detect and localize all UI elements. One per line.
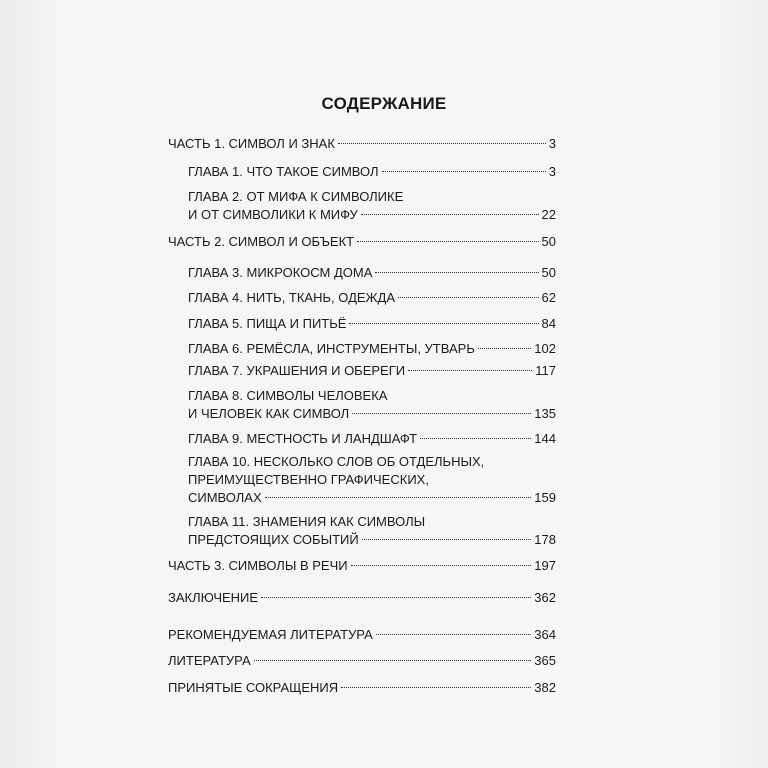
toc-entry bbox=[188, 453, 556, 507]
toc-entry-line bbox=[188, 264, 556, 282]
dot-leader bbox=[357, 241, 538, 242]
toc-entry bbox=[188, 513, 556, 549]
toc-entry-line bbox=[168, 135, 556, 153]
toc-entry-line bbox=[188, 206, 556, 224]
toc-entry bbox=[168, 557, 556, 575]
toc-entry bbox=[168, 626, 556, 644]
dot-leader bbox=[265, 497, 532, 498]
toc-entry-line bbox=[168, 679, 556, 697]
toc-entry bbox=[188, 289, 556, 307]
toc-entry-title: ПРИНЯТЫЕ СОКРАЩЕНИЯ bbox=[168, 680, 339, 695]
toc-entry-title: ЧАСТЬ 3. СИМВОЛЫ В РЕЧИ bbox=[168, 558, 348, 573]
toc-entry-title: ЧАСТЬ 1. СИМВОЛ И ЗНАК bbox=[168, 136, 335, 151]
toc-page-number: 135 bbox=[534, 406, 556, 421]
toc-entry bbox=[188, 315, 556, 333]
toc-entry-line bbox=[188, 163, 556, 181]
toc-page-number: 50 bbox=[541, 234, 556, 249]
dot-leader bbox=[261, 597, 531, 598]
toc-entry-title-line: ГЛАВА 11. ЗНАМЕНИЯ КАК СИМВОЛЫ bbox=[188, 514, 426, 529]
toc-page-number: 144 bbox=[534, 431, 556, 446]
toc-page-number: 62 bbox=[541, 290, 556, 305]
toc-entry-title: ЗАКЛЮЧЕНИЕ bbox=[168, 590, 259, 605]
toc-entry bbox=[188, 387, 556, 423]
toc-entry bbox=[188, 340, 556, 358]
toc-page-number: 102 bbox=[534, 341, 556, 356]
toc-entry bbox=[168, 589, 556, 607]
toc-entry-line bbox=[188, 315, 556, 333]
dot-leader bbox=[254, 660, 532, 661]
toc-entry-title: СИМВОЛАХ bbox=[188, 490, 262, 505]
toc-page-number: 364 bbox=[534, 627, 556, 642]
toc-entry-line bbox=[168, 557, 556, 575]
dot-leader bbox=[352, 413, 531, 414]
dot-leader bbox=[361, 214, 539, 215]
toc-entry bbox=[168, 679, 556, 697]
dot-leader bbox=[349, 323, 538, 324]
toc-entry-title: ГЛАВА 9. МЕСТНОСТЬ И ЛАНДШАФТ bbox=[188, 431, 418, 446]
toc-page-number: 197 bbox=[534, 558, 556, 573]
toc-entry bbox=[188, 264, 556, 282]
toc-entry-title: ГЛАВА 3. МИКРОКОСМ ДОМА bbox=[188, 265, 373, 280]
toc-page-number: 3 bbox=[548, 164, 556, 179]
toc-entry bbox=[188, 362, 556, 380]
toc-page-number: 3 bbox=[548, 136, 556, 151]
dot-leader bbox=[420, 438, 531, 439]
dot-leader bbox=[375, 272, 538, 273]
toc-entry bbox=[168, 652, 556, 670]
toc-entry-title-line: ПРЕИМУЩЕСТВЕННО ГРАФИЧЕСКИХ, bbox=[188, 472, 429, 487]
dot-leader bbox=[351, 565, 532, 566]
toc-entry-title: ЧАСТЬ 2. СИМВОЛ И ОБЪЕКТ bbox=[168, 234, 355, 249]
toc-entry bbox=[168, 233, 556, 251]
toc-entry-title: ГЛАВА 7. УКРАШЕНИЯ И ОБЕРЕГИ bbox=[188, 363, 406, 378]
toc-entry-title-line: ГЛАВА 8. СИМВОЛЫ ЧЕЛОВЕКА bbox=[188, 388, 388, 403]
toc-entry-title: ГЛАВА 1. ЧТО ТАКОЕ СИМВОЛ bbox=[188, 164, 379, 179]
toc-entry-title-line: ГЛАВА 2. ОТ МИФА К СИМВОЛИКЕ bbox=[188, 189, 404, 204]
toc-entry-title: ГЛАВА 5. ПИЩА И ПИТЬЁ bbox=[188, 316, 347, 331]
dot-leader bbox=[341, 687, 531, 688]
dot-leader bbox=[398, 297, 539, 298]
toc-entry-line bbox=[188, 430, 556, 448]
toc-page-number: 50 bbox=[541, 265, 556, 280]
toc-page-number: 22 bbox=[541, 207, 556, 222]
toc-page-number: 382 bbox=[534, 680, 556, 695]
toc-entry-title: ГЛАВА 6. РЕМЁСЛА, ИНСТРУМЕНТЫ, УТВАРЬ bbox=[188, 341, 475, 356]
dot-leader bbox=[382, 171, 546, 172]
dot-leader bbox=[362, 539, 532, 540]
toc-entry-title-line: ГЛАВА 10. НЕСКОЛЬКО СЛОВ ОБ ОТДЕЛЬНЫХ, bbox=[188, 454, 485, 469]
toc-entry-title: ГЛАВА 4. НИТЬ, ТКАНЬ, ОДЕЖДА bbox=[188, 290, 396, 305]
dot-leader bbox=[376, 634, 532, 635]
toc-entry-line bbox=[168, 233, 556, 251]
toc-entry-line bbox=[188, 531, 556, 549]
toc-entry bbox=[188, 188, 556, 224]
toc-entry bbox=[168, 135, 556, 153]
toc-entry-line bbox=[168, 589, 556, 607]
toc-title: СОДЕРЖАНИЕ bbox=[321, 94, 447, 113]
toc-page-number: 159 bbox=[534, 490, 556, 505]
toc-entry-title: ЛИТЕРАТУРА bbox=[168, 653, 251, 668]
toc-entry-line bbox=[188, 362, 556, 380]
toc-entry-title: ПРЕДСТОЯЩИХ СОБЫТИЙ bbox=[188, 532, 359, 547]
toc-entry-line bbox=[168, 626, 556, 644]
toc-entry-title: И ОТ СИМВОЛИКИ К МИФУ bbox=[188, 207, 358, 222]
dot-leader bbox=[338, 143, 546, 144]
toc-entry bbox=[188, 430, 556, 448]
toc-entry-title: И ЧЕЛОВЕК КАК СИМВОЛ bbox=[188, 406, 350, 421]
toc-page-number: 117 bbox=[535, 363, 556, 378]
toc-entry bbox=[188, 163, 556, 181]
dot-leader bbox=[478, 348, 531, 349]
toc-entry-line bbox=[188, 340, 556, 358]
toc-entry-line bbox=[188, 489, 556, 507]
toc-entry-line bbox=[188, 405, 556, 423]
toc-entry-line bbox=[188, 289, 556, 307]
toc-page-number: 178 bbox=[534, 532, 556, 547]
dot-leader bbox=[408, 370, 532, 371]
toc-page-number: 365 bbox=[534, 653, 556, 668]
toc-page-number: 84 bbox=[541, 316, 556, 331]
toc-entry-title: РЕКОМЕНДУЕМАЯ ЛИТЕРАТУРА bbox=[168, 627, 373, 642]
toc-entry-line bbox=[168, 652, 556, 670]
toc-page-number: 362 bbox=[534, 590, 556, 605]
